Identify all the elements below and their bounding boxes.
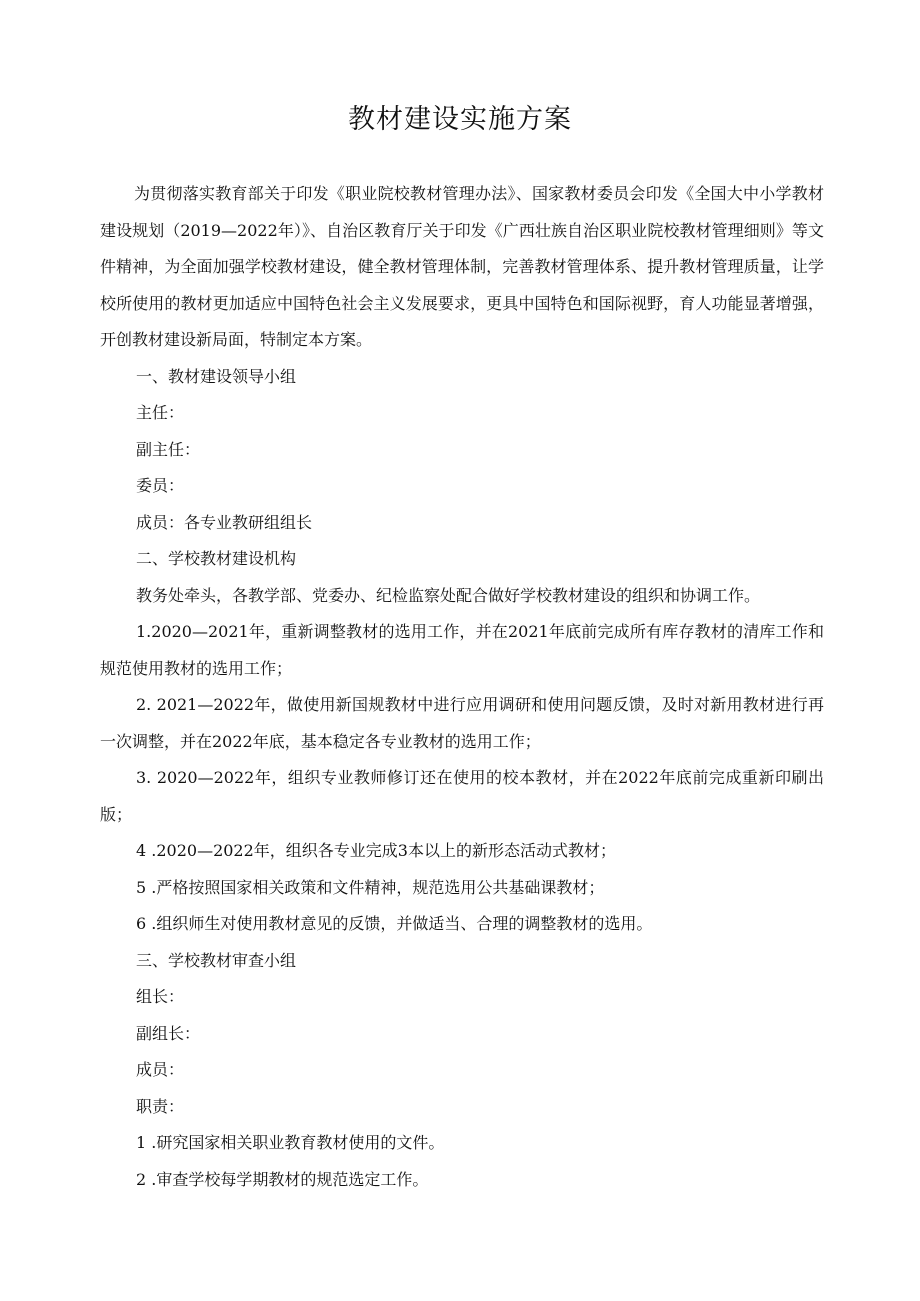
committee-line: 委员： <box>136 476 185 495</box>
deputy-leader-line: 副组长： <box>136 1023 201 1043</box>
duties-label: 职责： <box>136 1096 185 1116</box>
section-2-item-4: 4 .2020—2022年，组织各专业完成3本以上的新形态活动式教材； <box>136 841 616 860</box>
review-members-line: 成员： <box>136 1060 185 1079</box>
document-title: 教材建设实施方案 <box>348 104 572 135</box>
duty-item-2: 2 .审查学校每学期教材的规范选定工作。 <box>136 1169 429 1189</box>
section-2-item-3: 3. 2020—2022年，组织专业教师修订还在使用的校本教材，并在2022年底前完成重新印刷出版； <box>100 768 824 824</box>
document-body <box>100 176 824 1198</box>
duty-item-1: 1 .研究国家相关职业教育教材使用的文件。 <box>136 1133 445 1152</box>
leader-line: 组长： <box>136 987 185 1006</box>
section-1-heading: 一、教材建设领导小组 <box>136 366 297 386</box>
members-line: 成员：各专业教研组组长 <box>136 512 313 532</box>
intro-paragraph: 为贯彻落实教育部关于印发《职业院校教材管理办法》、国家教材委员会印发《全国大中小学教材建设规划（2019—2022年）》、自治区教育厅关于印发《广西壮族自治区职业院校教材管理细则》等文件精神，为全面加强学校教材建设，健全教材管理体制，完善教材管理体系、提升教材管理质量，让学校所使用的教材更加适应中国特色社会主义发展要求，更具中国特色和国际视野，育人功能显著增强，开创教材建设新局面，特制定本方案。 <box>100 184 824 349</box>
deputy-director-line: 副主任： <box>136 439 201 459</box>
section-2-item-5: 5 .严格按照国家相关政策和文件精神，规范选用公共基础课教材； <box>136 877 605 897</box>
section-2-statement: 教务处牵头，各教学部、党委办、纪检监察处配合做好学校教材建设的组织和协调工作。 <box>136 585 761 605</box>
section-2-item-2: 2. 2021—2022年，做使用新国规教材中进行应用调研和使用问题反馈，及时对新用教材进行再一次调整，并在2022年底，基本稳定各专业教材的选用工作； <box>100 695 824 751</box>
section-3-heading: 三、学校教材审查小组 <box>136 950 297 970</box>
section-2-item-6: 6 .组织师生对使用教材意见的反馈，并做适当、合理的调整教材的选用。 <box>136 914 653 933</box>
director-line: 主任： <box>136 403 185 422</box>
section-2-item-1: 1.2020—2021年，重新调整教材的选用工作，并在2021年底前完成所有库存教材的清库工作和规范使用教材的选用工作； <box>100 622 824 678</box>
section-2-heading: 二、学校教材建设机构 <box>136 549 297 568</box>
